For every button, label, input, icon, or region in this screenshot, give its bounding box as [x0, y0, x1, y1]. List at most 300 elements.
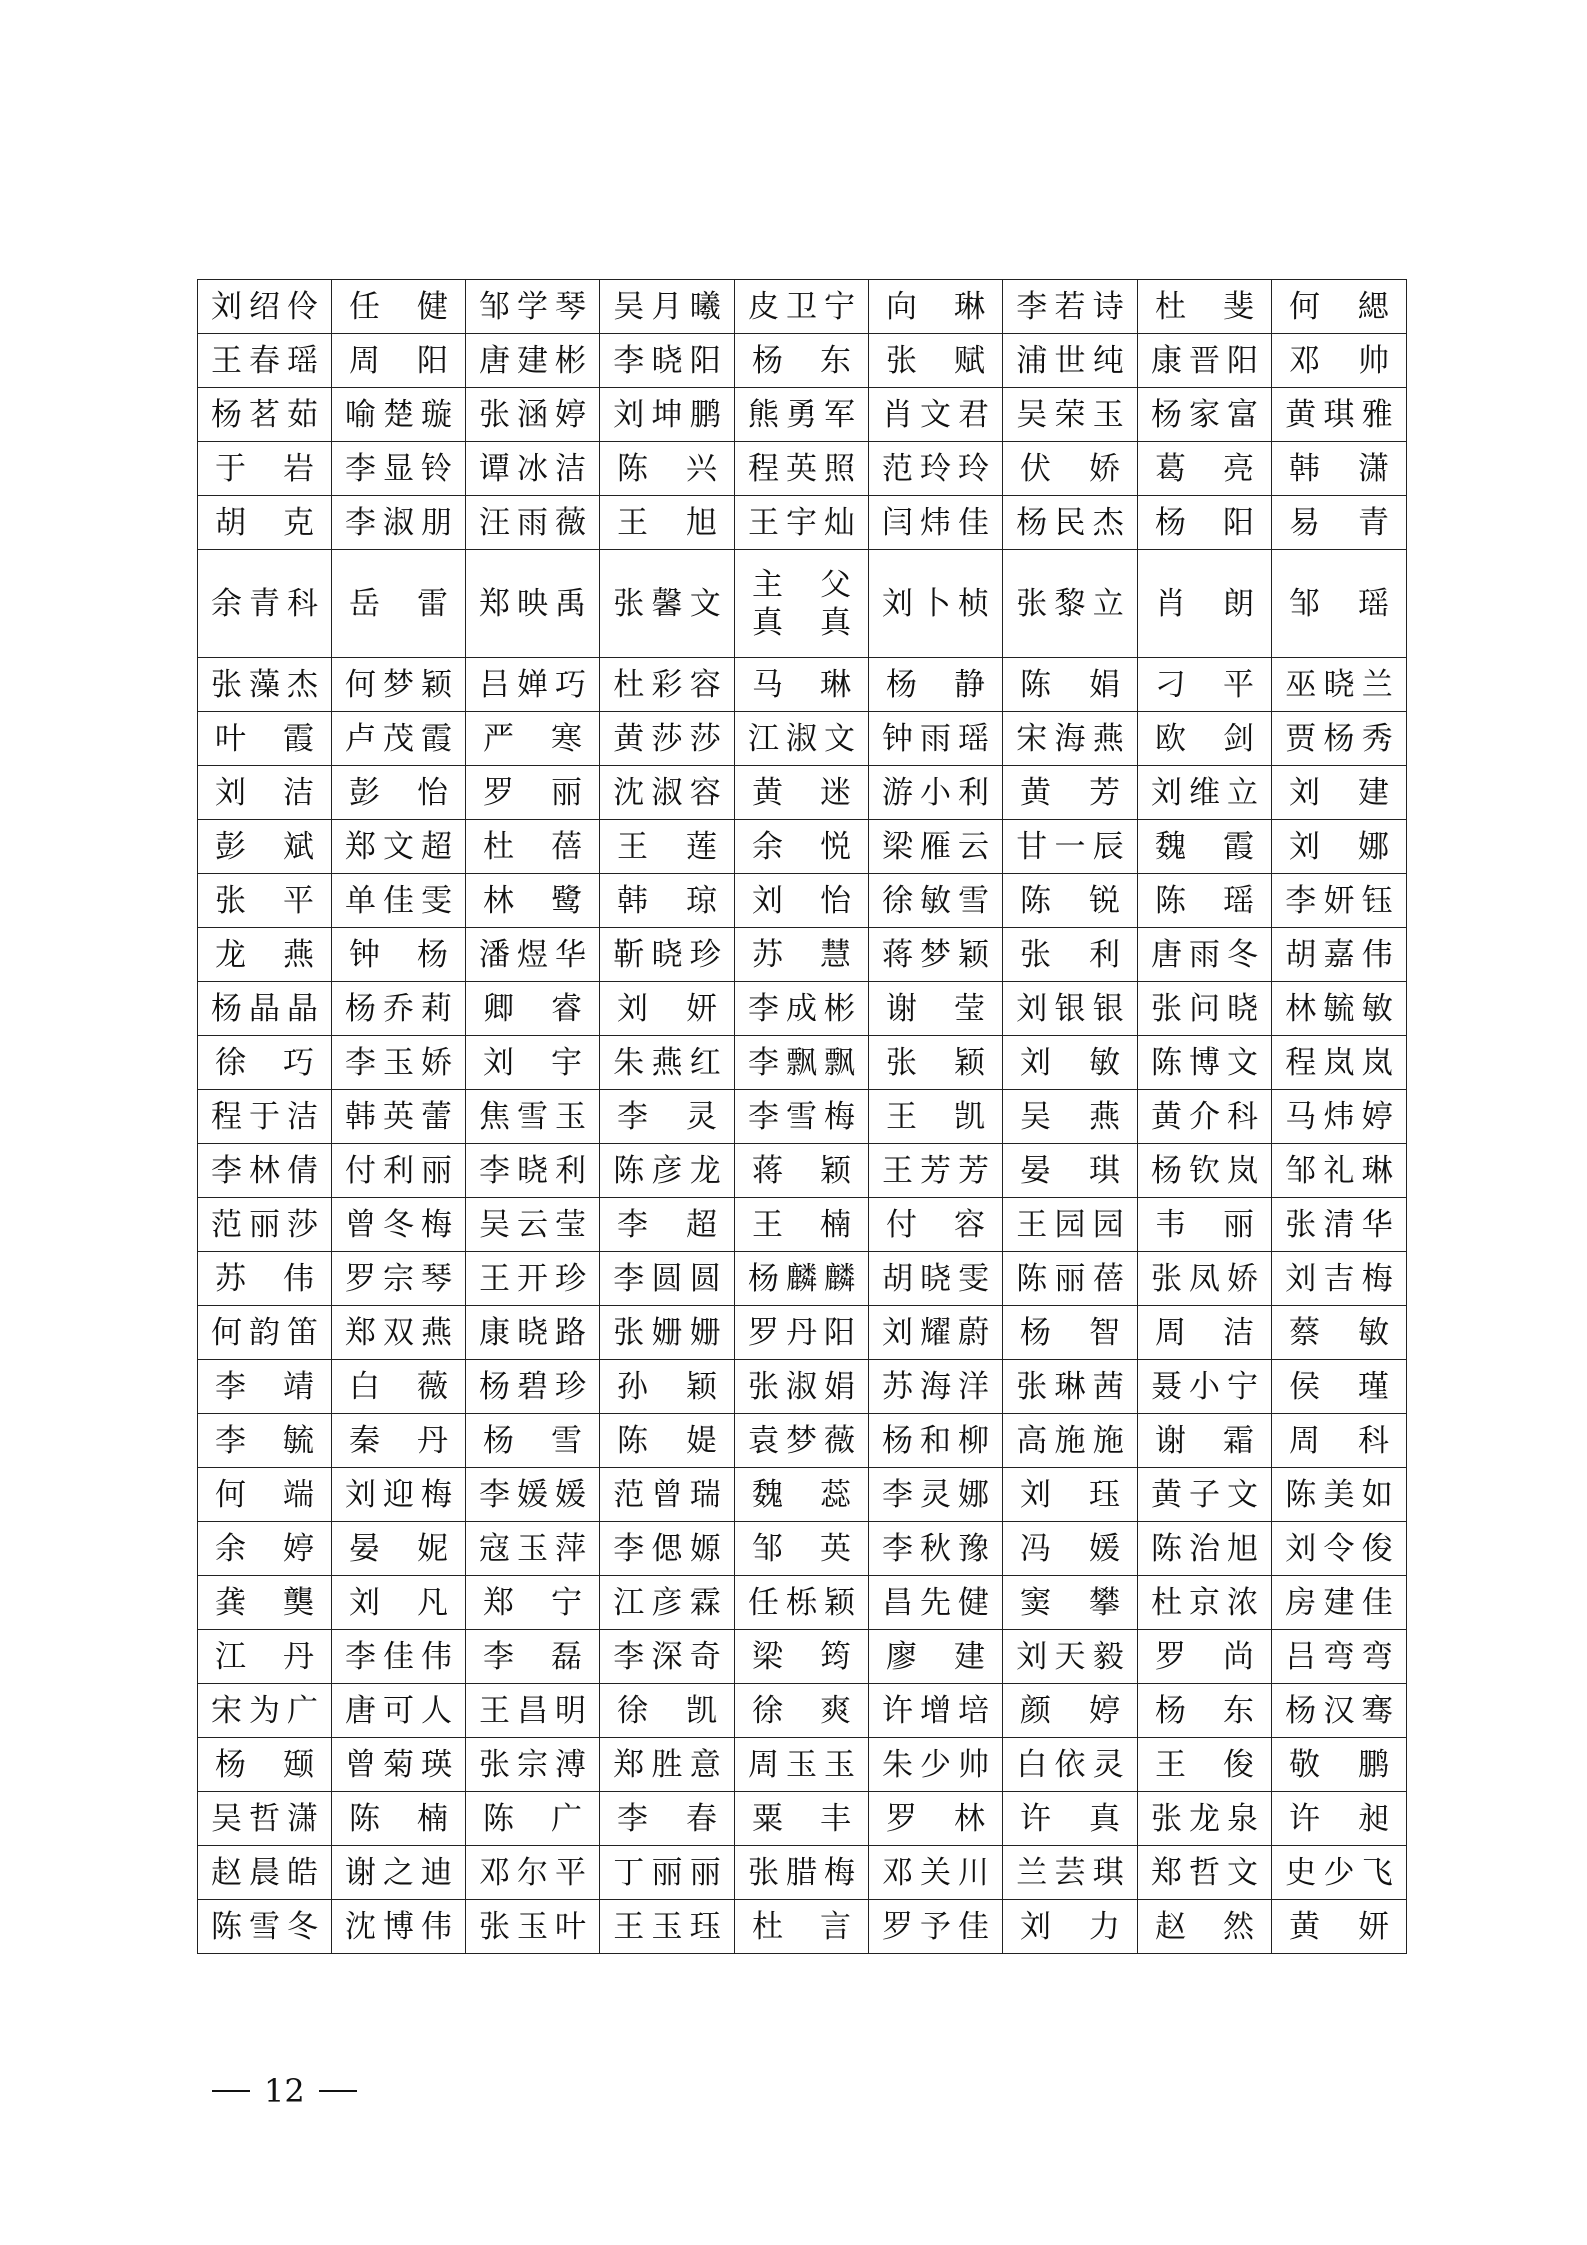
name-text: 张 涵 婷	[479, 396, 586, 433]
name-text: 苏 海 洋	[882, 1368, 989, 1405]
name-text: 程 岚 岚	[1285, 1044, 1393, 1081]
name-text: 李 若 诗	[1016, 288, 1124, 325]
name-cell	[1003, 1414, 1138, 1468]
page-footer	[212, 2072, 357, 2110]
name-cell	[735, 766, 869, 820]
name-text: 刘 绍 伶	[211, 288, 318, 325]
name-cell	[198, 1198, 332, 1252]
name-text: 欧 剑	[1155, 720, 1254, 757]
name-text: 李 雪 梅	[748, 1098, 855, 1135]
name-text: 徐 爽	[752, 1692, 851, 1729]
table-row	[198, 1468, 1407, 1522]
name-cell	[1138, 1306, 1272, 1360]
name-text: 杨 颋	[215, 1746, 314, 1783]
name-text: 郑 哲 文	[1151, 1854, 1258, 1891]
name-cell	[600, 820, 735, 874]
name-cell	[600, 1522, 735, 1576]
name-text: 郑 映 禹	[479, 585, 586, 622]
name-cell	[735, 1144, 869, 1198]
name-text: 肖 文 君	[882, 396, 989, 433]
name-text: 王 俊	[1155, 1746, 1254, 1783]
name-text: 李 晓 利	[479, 1152, 586, 1189]
name-text: 陈 治 旭	[1151, 1530, 1258, 1567]
name-cell	[466, 1144, 600, 1198]
name-cell	[600, 442, 735, 496]
name-text: 房 建 佳	[1285, 1584, 1393, 1621]
name-cell	[1272, 442, 1407, 496]
name-text: 许 昶	[1289, 1800, 1389, 1837]
name-text: 邹 英	[752, 1530, 851, 1567]
name-cell	[1003, 712, 1138, 766]
name-cell	[1003, 1738, 1138, 1792]
table-row	[198, 388, 1407, 442]
name-text: 寇 玉 萍	[479, 1530, 586, 1567]
name-cell	[332, 1360, 466, 1414]
table-row	[198, 1846, 1407, 1900]
name-text: 吴 云 莹	[479, 1206, 586, 1243]
name-text: 龙 燕	[215, 936, 314, 973]
name-text: 范 曾 瑞	[613, 1476, 721, 1513]
name-cell	[600, 766, 735, 820]
name-cell	[735, 1576, 869, 1630]
name-text: 于 岩	[215, 450, 314, 487]
name-cell	[1003, 820, 1138, 874]
name-cell	[466, 712, 600, 766]
name-cell	[600, 1090, 735, 1144]
name-text: 刘 怡	[752, 882, 851, 919]
name-cell	[332, 712, 466, 766]
name-cell	[198, 1036, 332, 1090]
name-text: 刘 娜	[1289, 828, 1389, 865]
name-text: 兰 芸 琪	[1016, 1854, 1124, 1891]
name-cell	[1003, 1900, 1138, 1954]
name-text: 粟 丰	[752, 1800, 851, 1837]
name-text: 张 淑 娟	[748, 1368, 855, 1405]
name-text: 李 春	[617, 1800, 717, 1837]
table-row	[198, 982, 1407, 1036]
name-text: 刘 天 毅	[1016, 1638, 1124, 1675]
name-cell	[1138, 1792, 1272, 1846]
name-text: 江 彦 霖	[613, 1584, 721, 1621]
name-text: 余 婷	[215, 1530, 314, 1567]
name-cell	[869, 1360, 1003, 1414]
name-cell	[1138, 280, 1272, 334]
name-text: 熊 勇 军	[748, 396, 855, 433]
name-text: 梁 筠	[752, 1638, 851, 1675]
name-cell	[1003, 1684, 1138, 1738]
name-text: 王 凯	[886, 1098, 985, 1135]
name-text: 何 韵 笛	[211, 1314, 318, 1351]
name-text: 晏 琪	[1020, 1152, 1120, 1189]
name-text: 唐 雨 冬	[1151, 936, 1258, 973]
name-text: 杨 晶 晶	[211, 990, 318, 1027]
name-cell	[1003, 766, 1138, 820]
name-cell	[1138, 1414, 1272, 1468]
name-text: 邹 礼 琳	[1285, 1152, 1393, 1189]
name-cell	[600, 982, 735, 1036]
name-text: 李 显 铃	[345, 450, 452, 487]
name-text: 韩 英 蕾	[345, 1098, 452, 1135]
name-cell	[1003, 1144, 1138, 1198]
name-text: 王 园 园	[1016, 1206, 1124, 1243]
name-text: 王 宇 灿	[748, 504, 855, 541]
name-cell	[1272, 1522, 1407, 1576]
name-text: 陈 丽 蓓	[1016, 1260, 1124, 1297]
name-text: 向 琳	[886, 288, 985, 325]
table-row	[198, 1522, 1407, 1576]
name-text: 林 鹭	[483, 882, 582, 919]
footer-dash-left	[212, 2090, 250, 2092]
name-cell	[332, 496, 466, 550]
name-cell	[869, 982, 1003, 1036]
name-text: 杨 东	[752, 342, 851, 379]
name-cell	[198, 1468, 332, 1522]
name-text: 杨 茗 茹	[211, 396, 318, 433]
name-cell	[869, 820, 1003, 874]
name-cell	[466, 334, 600, 388]
name-text: 窦 攀	[1020, 1584, 1120, 1621]
name-text: 潘 煜 华	[479, 936, 586, 973]
name-cell	[735, 1306, 869, 1360]
table-row	[198, 442, 1407, 496]
name-text: 杨 碧 珍	[479, 1368, 586, 1405]
table-row	[198, 1900, 1407, 1954]
name-cell	[1272, 1738, 1407, 1792]
name-cell	[1003, 658, 1138, 712]
name-text: 江 淑 文	[748, 720, 855, 757]
name-text: 李 媛 媛	[479, 1476, 586, 1513]
name-cell	[1272, 1306, 1407, 1360]
name-cell	[869, 1630, 1003, 1684]
name-cell	[869, 766, 1003, 820]
name-text: 谢 霜	[1155, 1422, 1254, 1459]
name-cell	[735, 982, 869, 1036]
name-text: 付 容	[886, 1206, 985, 1243]
name-cell	[1272, 1198, 1407, 1252]
name-text: 喻 楚 璇	[345, 396, 452, 433]
name-cell	[735, 820, 869, 874]
name-cell	[869, 388, 1003, 442]
name-text: 杨 雪	[483, 1422, 582, 1459]
name-text: 王 开 珍	[479, 1260, 586, 1297]
name-text: 宋 海 燕	[1016, 720, 1124, 757]
name-cell	[332, 1576, 466, 1630]
name-text: 余 悦	[752, 828, 851, 865]
name-text: 白 薇	[349, 1368, 448, 1405]
name-text: 黄 芳	[1020, 774, 1120, 811]
name-cell	[600, 1900, 735, 1954]
name-cell	[1272, 1792, 1407, 1846]
names-table-body	[198, 280, 1407, 1954]
name-cell	[466, 550, 600, 658]
name-text: 陈 雪 冬	[211, 1908, 318, 1945]
name-text: 易 青	[1289, 504, 1389, 541]
name-cell	[198, 1306, 332, 1360]
name-cell	[198, 1522, 332, 1576]
name-cell	[332, 1090, 466, 1144]
name-cell	[1138, 1036, 1272, 1090]
name-cell	[735, 1090, 869, 1144]
name-cell	[198, 874, 332, 928]
name-text: 罗 林	[886, 1800, 985, 1837]
name-cell	[600, 1738, 735, 1792]
name-cell	[735, 388, 869, 442]
name-text: 巫 晓 兰	[1285, 666, 1393, 703]
name-text: 许 增 培	[882, 1692, 989, 1729]
name-cell	[869, 1198, 1003, 1252]
name-cell	[198, 442, 332, 496]
name-cell	[735, 1468, 869, 1522]
name-text: 刘 卜 桢	[882, 585, 989, 622]
name-text: 杨 麟 麟	[748, 1260, 855, 1297]
name-cell	[600, 1144, 735, 1198]
name-text: 王 春 瑶	[211, 342, 318, 379]
name-cell	[869, 1036, 1003, 1090]
name-text: 林 毓 敏	[1285, 990, 1393, 1027]
name-cell	[1272, 1414, 1407, 1468]
name-cell	[466, 766, 600, 820]
name-cell	[198, 1360, 332, 1414]
name-text: 刘 珏	[1020, 1476, 1120, 1513]
name-cell	[600, 1792, 735, 1846]
name-cell	[1138, 1846, 1272, 1900]
name-text: 伏 娇	[1020, 450, 1120, 487]
name-cell	[869, 1414, 1003, 1468]
name-text: 吕 弯 弯	[1285, 1638, 1393, 1675]
name-cell	[1138, 1144, 1272, 1198]
name-text: 张 宗 溥	[479, 1746, 586, 1783]
name-text: 刘 妍	[617, 990, 717, 1027]
name-cell	[466, 1630, 600, 1684]
name-text: 袁 梦 薇	[748, 1422, 855, 1459]
name-text: 杨 家 富	[1151, 396, 1258, 433]
name-cell	[1003, 874, 1138, 928]
name-text: 张 凤 娇	[1151, 1260, 1258, 1297]
name-text: 李 超	[617, 1206, 717, 1243]
table-row	[198, 820, 1407, 874]
name-cell	[1138, 658, 1272, 712]
name-cell	[332, 1792, 466, 1846]
name-text: 刘 凡	[349, 1584, 448, 1621]
name-cell	[198, 928, 332, 982]
name-cell	[600, 1684, 735, 1738]
name-cell	[1003, 928, 1138, 982]
name-cell	[198, 496, 332, 550]
name-text: 韩 潇	[1289, 450, 1389, 487]
name-cell	[1272, 820, 1407, 874]
name-text: 靳 晓 珍	[613, 936, 721, 973]
name-text: 游 小 利	[882, 774, 989, 811]
name-text: 蔡 敏	[1289, 1314, 1389, 1351]
name-cell	[332, 982, 466, 1036]
name-cell	[735, 1792, 869, 1846]
name-text: 张 龙 泉	[1151, 1800, 1258, 1837]
name-text: 葛 亮	[1155, 450, 1254, 487]
name-cell	[466, 1252, 600, 1306]
names-table	[197, 279, 1407, 1954]
name-text: 贾 杨 秀	[1285, 720, 1393, 757]
name-cell	[1003, 496, 1138, 550]
name-cell	[466, 658, 600, 712]
name-cell	[1003, 1090, 1138, 1144]
name-text: 胡 嘉 伟	[1285, 936, 1393, 973]
name-text: 敬 鹏	[1289, 1746, 1389, 1783]
name-cell	[735, 658, 869, 712]
name-cell	[198, 334, 332, 388]
name-text: 刘 力	[1020, 1908, 1120, 1945]
name-text: 单 佳 雯	[345, 882, 452, 919]
name-text: 刘 建	[1289, 774, 1389, 811]
name-cell	[332, 1630, 466, 1684]
name-cell	[466, 1522, 600, 1576]
name-text: 刘 宇	[483, 1044, 582, 1081]
name-cell	[600, 1846, 735, 1900]
name-cell	[466, 1792, 600, 1846]
name-text: 陈 楠	[349, 1800, 448, 1837]
name-cell	[1003, 1576, 1138, 1630]
name-cell	[1272, 1252, 1407, 1306]
name-text: 叶 霞	[215, 720, 314, 757]
name-text: 沈 博 伟	[345, 1908, 452, 1945]
name-text: 杜 斐	[1155, 288, 1254, 325]
name-cell	[198, 1792, 332, 1846]
name-text: 杜 蓓	[483, 828, 582, 865]
name-text: 李 灵	[617, 1098, 717, 1135]
name-cell	[1138, 550, 1272, 658]
name-text: 张 黎 立	[1016, 585, 1124, 622]
name-cell	[466, 1414, 600, 1468]
name-text: 廖 建	[886, 1638, 985, 1675]
name-cell	[466, 874, 600, 928]
name-text: 丁 丽 丽	[613, 1854, 721, 1891]
name-cell	[1272, 334, 1407, 388]
name-text: 卢 茂 霞	[345, 720, 452, 757]
name-text: 陈 媞	[617, 1422, 717, 1459]
name-cell	[735, 1630, 869, 1684]
name-text: 邓 关 川	[882, 1854, 989, 1891]
name-text: 范 丽 莎	[211, 1206, 318, 1243]
name-cell	[466, 1198, 600, 1252]
name-text: 朱 燕 红	[613, 1044, 721, 1081]
name-text: 史 少 飞	[1285, 1854, 1393, 1891]
name-cell	[1272, 1468, 1407, 1522]
name-cell	[600, 280, 735, 334]
name-text: 刘 银 银	[1016, 990, 1124, 1027]
name-text: 黄 迷	[752, 774, 851, 811]
footer-dash-right	[319, 2090, 357, 2092]
name-cell	[869, 1576, 1003, 1630]
name-cell	[869, 442, 1003, 496]
name-text: 浦 世 纯	[1016, 342, 1124, 379]
name-text: 刘 维 立	[1151, 774, 1258, 811]
name-text: 宋 为 广	[211, 1692, 318, 1729]
name-text: 王 玉 珏	[613, 1908, 721, 1945]
name-cell	[332, 1738, 466, 1792]
name-text: 陈 彦 龙	[613, 1152, 721, 1189]
name-cell	[600, 1468, 735, 1522]
name-text: 王 芳 芳	[882, 1152, 989, 1189]
name-text: 孙 颖	[617, 1368, 717, 1405]
name-text: 李 妍 钰	[1285, 882, 1393, 919]
name-text: 李 磊	[483, 1638, 582, 1675]
name-cell	[1003, 1252, 1138, 1306]
name-text: 刁 平	[1155, 666, 1254, 703]
name-cell	[869, 496, 1003, 550]
name-text: 陈 博 文	[1151, 1044, 1258, 1081]
name-cell	[332, 388, 466, 442]
table-row	[198, 658, 1407, 712]
name-text: 李 毓	[215, 1422, 314, 1459]
name-text: 徐 巧	[215, 1044, 314, 1081]
name-text: 杜 京 浓	[1151, 1584, 1258, 1621]
name-cell	[198, 1144, 332, 1198]
name-cell	[1003, 280, 1138, 334]
table-row	[198, 1198, 1407, 1252]
name-text: 刘 敏	[1020, 1044, 1120, 1081]
name-text: 张 问 晓	[1151, 990, 1258, 1027]
name-text: 汪 雨 薇	[479, 504, 586, 541]
name-cell	[332, 1522, 466, 1576]
name-cell	[332, 1252, 466, 1306]
name-text: 陈 娟	[1020, 666, 1120, 703]
name-text: 张 利	[1020, 936, 1120, 973]
name-cell	[332, 820, 466, 874]
name-text: 李 飘 飘	[748, 1044, 855, 1081]
name-cell	[735, 1414, 869, 1468]
name-cell	[600, 1576, 735, 1630]
name-text: 付 利 丽	[345, 1152, 452, 1189]
name-cell	[869, 1090, 1003, 1144]
name-cell	[466, 1846, 600, 1900]
name-text: 唐 建 彬	[479, 342, 586, 379]
name-text: 蒋 梦 颖	[882, 936, 989, 973]
name-text: 余 青 科	[211, 585, 318, 622]
name-cell	[1138, 820, 1272, 874]
name-cell	[735, 334, 869, 388]
table-row	[198, 712, 1407, 766]
name-cell	[600, 550, 735, 658]
name-text: 程 于 洁	[211, 1098, 318, 1135]
name-text: 黄 莎 莎	[613, 720, 721, 757]
name-cell	[1138, 712, 1272, 766]
name-text: 李 灵 娜	[882, 1476, 989, 1513]
name-text: 张 玉 叶	[479, 1908, 586, 1945]
table-row	[198, 1036, 1407, 1090]
name-cell	[1272, 1036, 1407, 1090]
name-text: 陈 广	[483, 1800, 582, 1837]
name-text: 朱 少 帅	[882, 1746, 989, 1783]
name-text: 郑 文 超	[345, 828, 452, 865]
name-text: 张 腊 梅	[748, 1854, 855, 1891]
name-cell	[869, 1738, 1003, 1792]
name-text: 黄 介 科	[1151, 1098, 1258, 1135]
name-text: 杜 言	[752, 1908, 851, 1945]
name-text: 李 靖	[215, 1368, 314, 1405]
name-cell	[600, 334, 735, 388]
name-cell	[600, 928, 735, 982]
name-text: 曾 冬 梅	[345, 1206, 452, 1243]
name-cell	[869, 1306, 1003, 1360]
name-cell	[466, 1036, 600, 1090]
name-cell	[1138, 334, 1272, 388]
name-cell	[198, 550, 332, 658]
name-cell	[1138, 1252, 1272, 1306]
name-text: 邓 尔 平	[479, 1854, 586, 1891]
name-cell	[869, 1900, 1003, 1954]
name-text: 颜 婷	[1020, 1692, 1120, 1729]
name-cell	[869, 874, 1003, 928]
name-text: 焦 雪 玉	[479, 1098, 586, 1135]
